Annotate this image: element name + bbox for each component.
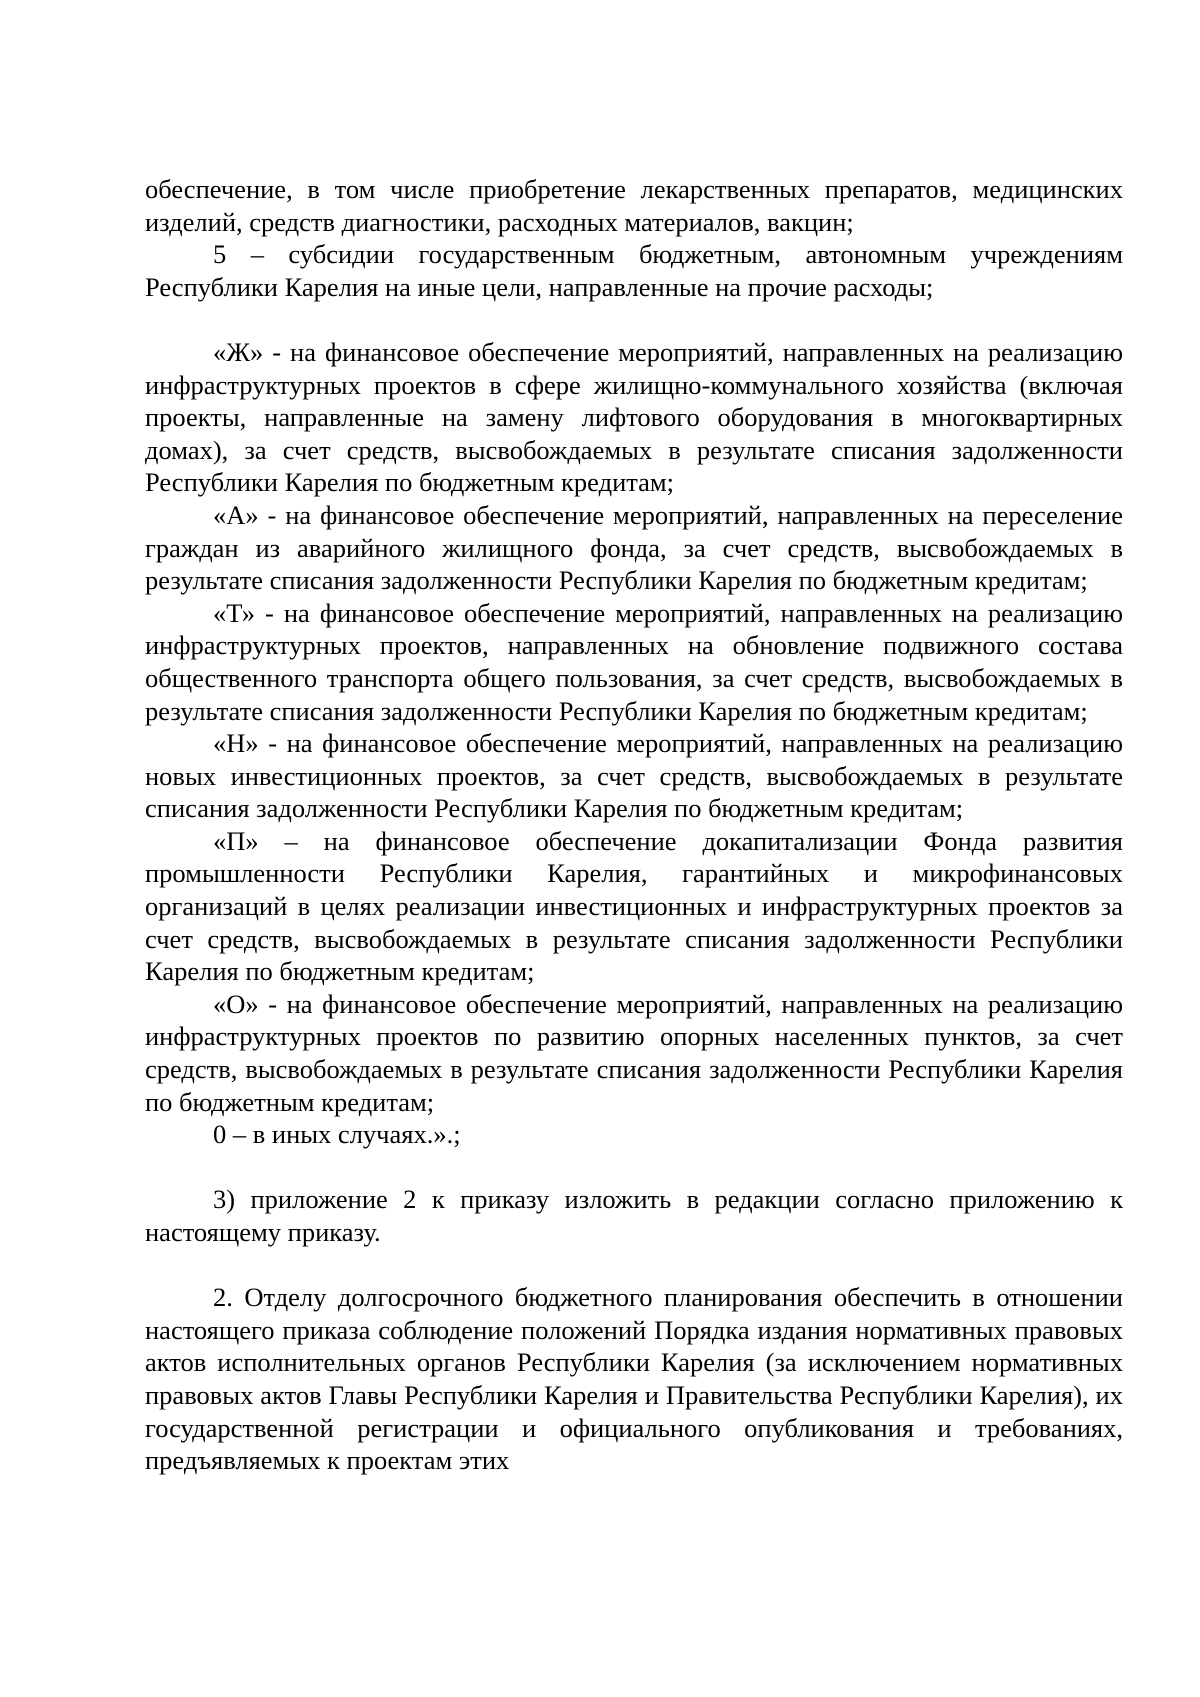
paragraph-continuation: обеспечение, в том числе приобретение лекарственных препаратов, медицинских изделий, средств диагностики, расходных материалов, вакцин; bbox=[145, 174, 1123, 237]
paragraph-item-3: 3) приложение 2 к приказу изложить в редакции согласно приложению к настоящему приказу. bbox=[145, 1184, 1123, 1247]
paragraph-gap bbox=[145, 1249, 1123, 1282]
paragraph-code-p: «П» – на финансовое обеспечение докапитализации Фонда развития промышленности Республики Карелия, гарантийных и микрофинансовых организаций в целях реализации инвестиционных и инфраструктурных проектов за счет средств, высвобождаемых в результате списания задолженности Республики Карелия по бюджетным кредитам; bbox=[145, 825, 1123, 987]
paragraph-code-5: 5 – субсидии государственным бюджетным, автономным учреждениям Республики Карелия на иные цели, направленные на прочие расходы; bbox=[145, 239, 1123, 302]
document-body bbox=[145, 173, 1123, 1477]
paragraph-code-o: «О» - на финансовое обеспечение мероприятий, направленных на реализацию инфраструктурных проектов по развитию опорных населенных пунктов, за счет средств, высвобождаемых в результате списания задолженности Республики Карелия по бюджетным кредитам; bbox=[145, 988, 1123, 1117]
paragraph-code-t: «Т» - на финансовое обеспечение мероприятий, направленных на реализацию инфраструктурных проектов, направленных на обновление подвижного состава общественного транспорта общего пользования, за счет средств, высвобождаемых в результате списания задолженности Республики Карелия по бюджетным кредитам; bbox=[145, 597, 1123, 726]
paragraph-gap bbox=[145, 1151, 1123, 1184]
paragraph-gap bbox=[145, 303, 1123, 336]
paragraph-code-zh: «Ж» - на финансовое обеспечение мероприятий, направленных на реализацию инфраструктурных проектов в сфере жилищно-коммунального хозяйства (включая проекты, направленные на замену лифтового оборудования в многоквартирных домах), за счет средств, высвобождаемых в результате списания задолженности Республики Карелия по бюджетным кредитам; bbox=[145, 336, 1123, 498]
paragraph-code-n: «Н» - на финансовое обеспечение мероприятий, направленных на реализацию новых инвестиционных проектов, за счет средств, высвобождаемых в результате списания задолженности Республики Карелия по бюджетным кредитам; bbox=[145, 728, 1123, 824]
paragraph-code-0: 0 – в иных случаях.».; bbox=[213, 1119, 461, 1150]
paragraph-item-2: 2. Отделу долгосрочного бюджетного планирования обеспечить в отношении настоящего приказа соблюдение положений Порядка издания нормативных правовых актов исполнительных органов Республики Карелия (за исключением нормативных правовых актов Главы Республики Карелия и Правительства Республики Карелия), их государственной регистрации и официального опубликования и требованиях, предъявляемых к проектам этих bbox=[145, 1282, 1123, 1476]
paragraph-code-a: «А» - на финансовое обеспечение мероприятий, направленных на переселение граждан из аварийного жилищного фонда, за счет средств, высвобождаемых в результате списания задолженности Республики Карелия по бюджетным кредитам; bbox=[145, 499, 1123, 596]
